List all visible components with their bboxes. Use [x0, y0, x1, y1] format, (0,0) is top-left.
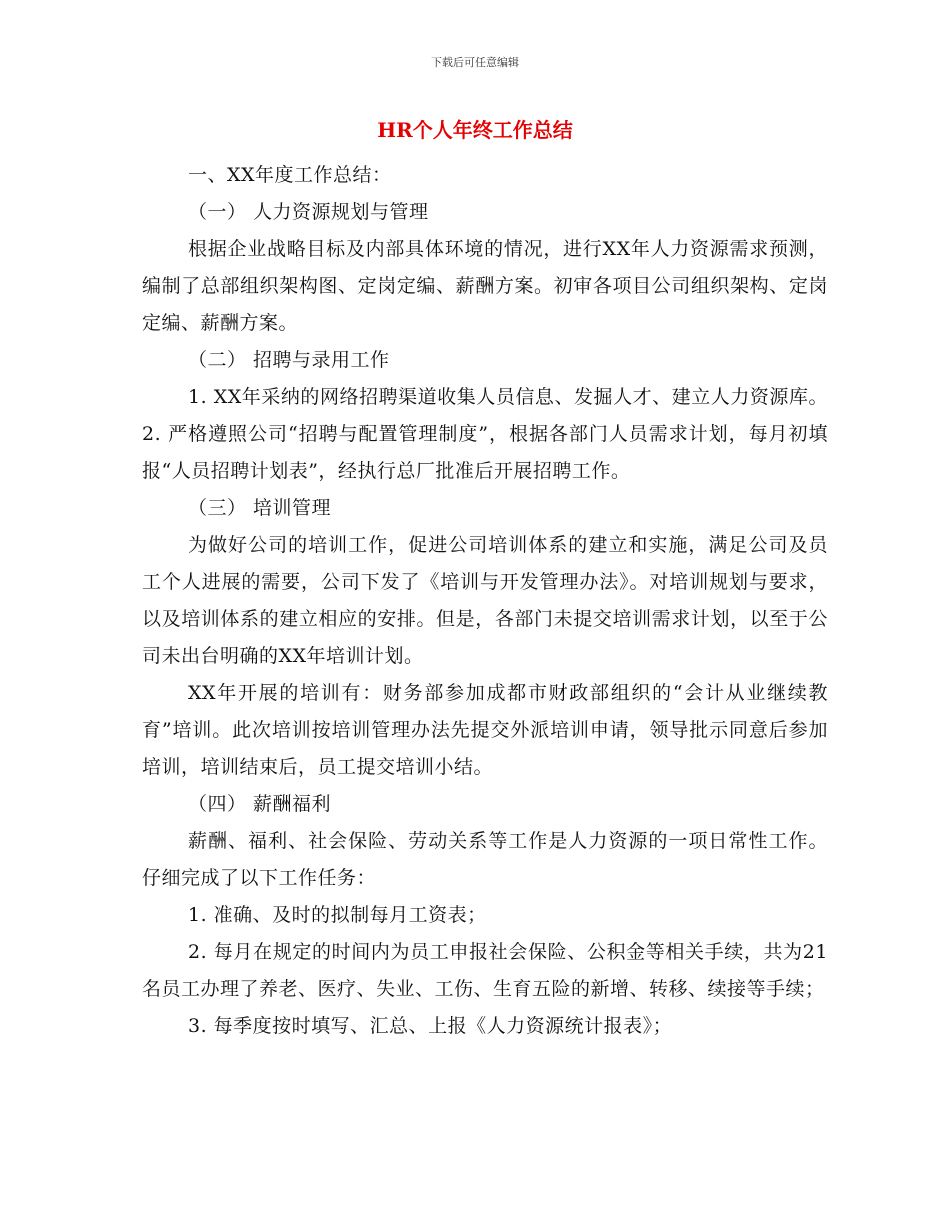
list-item: 2. 每月在规定的时间内为员工申报社会保险、公积金等相关手续，共为21名员工办理了养老、医疗、失业、工伤、生育五险的新增、转移、续接等手续； [142, 941, 828, 1000]
document-title: HR个人年终工作总结 [377, 118, 573, 142]
paragraph: XX年开展的培训有：财务部参加成都市财政部组织的“会计从业继续教育”培训。此次培训按培训管理办法先提交外派培训申请，领导批示同意后参加培训，培训结束后，员工提交培训小结。 [142, 682, 828, 778]
paragraph: 为做好公司的培训工作，促进公司培训体系的建立和实施，满足公司及员工个人进展的需要，公司下发了《培训与开发管理办法》。对培训规划与要求，以及培训体系的建立相应的安排。但是，各部门未提交培训需求计划，以至于公司未出台明确的XX年培训计划。 [142, 534, 828, 667]
document-body [142, 157, 828, 1045]
subsection-heading: （四） 薪酬福利 [188, 793, 332, 815]
list-item: 1. 准确、及时的拟制每月工资表； [188, 904, 487, 926]
section-heading: 一、XX年度工作总结： [188, 164, 392, 186]
subsection-heading: （三） 培训管理 [188, 497, 332, 519]
list-item: 3. 每季度按时填写、汇总、上报《人力资源统计报表》； [188, 1015, 673, 1037]
subsection-heading: （一） 人力资源规划与管理 [188, 201, 429, 223]
subsection-heading: （二） 招聘与录用工作 [188, 349, 390, 371]
paragraph: 根据企业战略目标及内部具体环境的情况，进行XX年人力资源需求预测，编制了总部组织架构图、定岗定编、薪酬方案。初审各项目公司组织架构、定岗定编、薪酬方案。 [142, 238, 828, 334]
header-note: 下载后可任意编辑 [431, 56, 519, 69]
paragraph: 1. XX年采纳的网络招聘渠道收集人员信息、发掘人才、建立人力资源库。2. 严格遵照公司“招聘与配置管理制度”，根据各部门人员需求计划，每月初填报“人员招聘计划表”，经执行总厂批准后开展招聘工作。 [142, 386, 828, 482]
paragraph: 薪酬、福利、社会保险、劳动关系等工作是人力资源的一项日常性工作。仔细完成了以下工作任务： [142, 830, 828, 889]
